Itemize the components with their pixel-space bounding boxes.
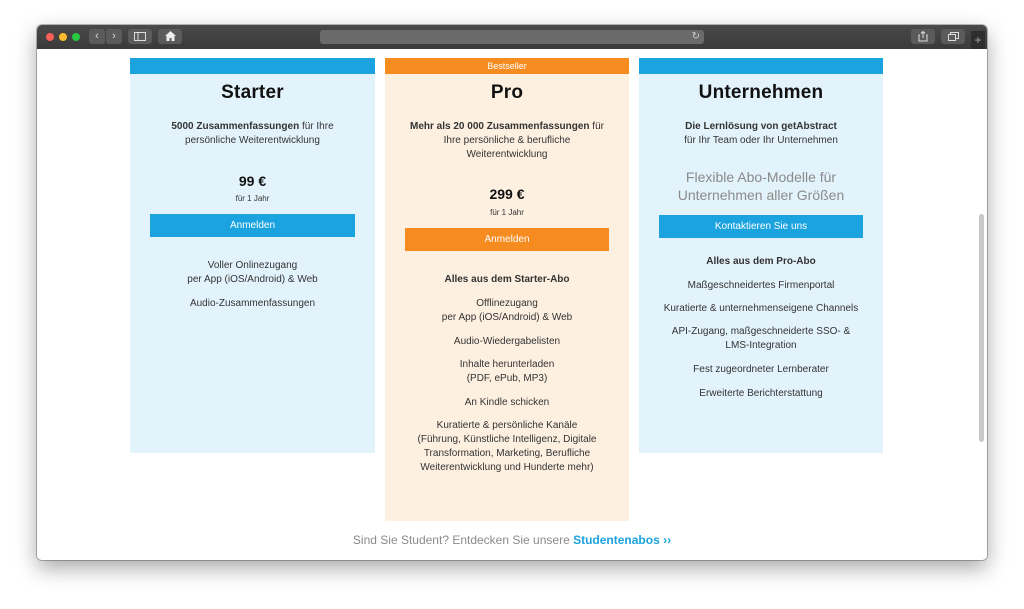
starter-feature-audio: Audio-Zusammenfassungen — [189, 298, 316, 309]
starter-title: Starter — [221, 82, 284, 103]
home-button[interactable] — [158, 29, 182, 44]
address-bar[interactable] — [320, 30, 704, 44]
pro-feature-offline — [385, 297, 629, 325]
forward-button[interactable]: › — [106, 29, 122, 44]
starter-feature-line: per App (iOS/Android) & Web — [187, 274, 318, 285]
starter-description — [130, 120, 375, 148]
pro-desc-line3: Weiterentwicklung — [466, 149, 548, 160]
tabs-icon — [948, 32, 959, 41]
pro-feature-line: per App (iOS/Android) & Web — [441, 312, 573, 323]
sidebar-button[interactable] — [128, 29, 152, 44]
pro-desc-line2: Ihre persönliche & berufliche — [443, 135, 571, 146]
enterprise-top-bar — [639, 58, 883, 74]
share-button[interactable] — [911, 29, 935, 44]
enterprise-tagline-line: Flexible Abo-Modelle für — [685, 169, 837, 185]
pro-feature-line: (PDF, ePub, MP3) — [466, 373, 548, 384]
pro-feature-line: Offlinezugang — [476, 298, 538, 309]
page-content — [37, 49, 987, 560]
enterprise-feature-reporting: Erweiterte Berichterstattung — [699, 388, 823, 399]
enterprise-contact-button[interactable]: Kontaktieren Sie uns — [659, 215, 863, 238]
scrollbar[interactable] — [979, 214, 984, 442]
pro-desc-rest: für — [589, 121, 604, 132]
pro-feature-line: Transformation, Marketing, Berufliche — [423, 448, 591, 459]
enterprise-feature-line: API-Zugang, maßgeschneiderte SSO- & — [671, 326, 851, 337]
close-window-button[interactable] — [46, 33, 54, 41]
enterprise-desc-bold: Die Lernlösung von getAbstract — [685, 121, 837, 132]
pro-signup-button[interactable]: Anmelden — [405, 228, 609, 251]
starter-period: für 1 Jahr — [235, 194, 270, 203]
home-icon — [165, 31, 176, 41]
student-offers-link[interactable]: Studentenabos ›› — [573, 533, 672, 547]
enterprise-title: Unternehmen — [698, 82, 824, 103]
starter-desc-line2: persönliche Weiterentwicklung — [185, 135, 320, 146]
pro-period: für 1 Jahr — [490, 208, 524, 217]
pro-feature-channels — [385, 419, 629, 475]
starter-feature-line: Voller Onlinezugang — [207, 260, 298, 271]
starter-top-bar — [130, 58, 375, 74]
pro-feature-line: Inhalte herunterladen — [459, 359, 555, 370]
starter-feature-access — [130, 259, 375, 287]
enterprise-feature-channels: Kuratierte & unternehmenseigene Channels — [663, 303, 859, 314]
share-icon — [918, 31, 928, 42]
browser-window — [37, 25, 987, 560]
enterprise-features-header: Alles aus dem Pro-Abo — [706, 256, 816, 267]
enterprise-desc-line2: für Ihr Team oder Ihr Unternehmen — [684, 135, 838, 146]
pro-feature-kindle: An Kindle schicken — [464, 397, 550, 408]
enterprise-tagline — [639, 168, 883, 204]
enterprise-feature-portal: Maßgeschneidertes Firmenportal — [687, 280, 835, 291]
enterprise-description — [639, 120, 883, 148]
pro-plan-card — [385, 58, 629, 521]
starter-plan-card — [130, 58, 375, 453]
pro-desc-bold: Mehr als 20 000 Zusammenfassungen — [410, 121, 590, 132]
back-button[interactable]: ‹ — [89, 29, 105, 44]
new-tab-button[interactable]: + — [971, 31, 985, 49]
enterprise-feature-line: LMS-Integration — [725, 340, 797, 351]
pro-title: Pro — [490, 82, 524, 103]
pro-feature-playlists: Audio-Wiedergabelisten — [453, 336, 561, 347]
starter-price: 99 € — [238, 173, 267, 189]
enterprise-tagline-line: Unternehmen aller Größen — [677, 187, 845, 203]
zoom-window-button[interactable] — [72, 33, 80, 41]
starter-desc-bold: 5000 Zusammenfassungen — [171, 121, 300, 132]
pro-features-header: Alles aus dem Starter-Abo — [444, 274, 570, 285]
pro-description — [385, 120, 629, 162]
pro-price: 299 € — [489, 186, 525, 202]
minimize-window-button[interactable] — [59, 33, 67, 41]
pro-feature-line: Weiterentwicklung und Hunderte mehr) — [420, 462, 594, 473]
reload-icon[interactable]: ↻ — [691, 31, 700, 42]
bestseller-badge: Bestseller — [385, 58, 629, 74]
tabs-overview-button[interactable] — [941, 29, 965, 44]
enterprise-feature-api — [639, 325, 883, 353]
enterprise-feature-advisor: Fest zugeordneter Lernberater — [693, 364, 829, 375]
pro-feature-download — [385, 358, 629, 386]
sidebar-icon — [134, 32, 146, 41]
starter-signup-button[interactable]: Anmelden — [150, 214, 355, 237]
enterprise-plan-card — [639, 58, 883, 453]
browser-toolbar — [37, 25, 987, 49]
student-offer-prompt: Sind Sie Student? Entdecken Sie unsere — [352, 533, 574, 547]
pro-feature-line: (Führung, Künstliche Intelligenz, Digitale — [417, 434, 597, 445]
student-offer-text — [37, 533, 987, 547]
starter-desc-rest: für Ihre — [299, 121, 334, 132]
pro-feature-line: Kuratierte & persönliche Kanäle — [436, 420, 578, 431]
